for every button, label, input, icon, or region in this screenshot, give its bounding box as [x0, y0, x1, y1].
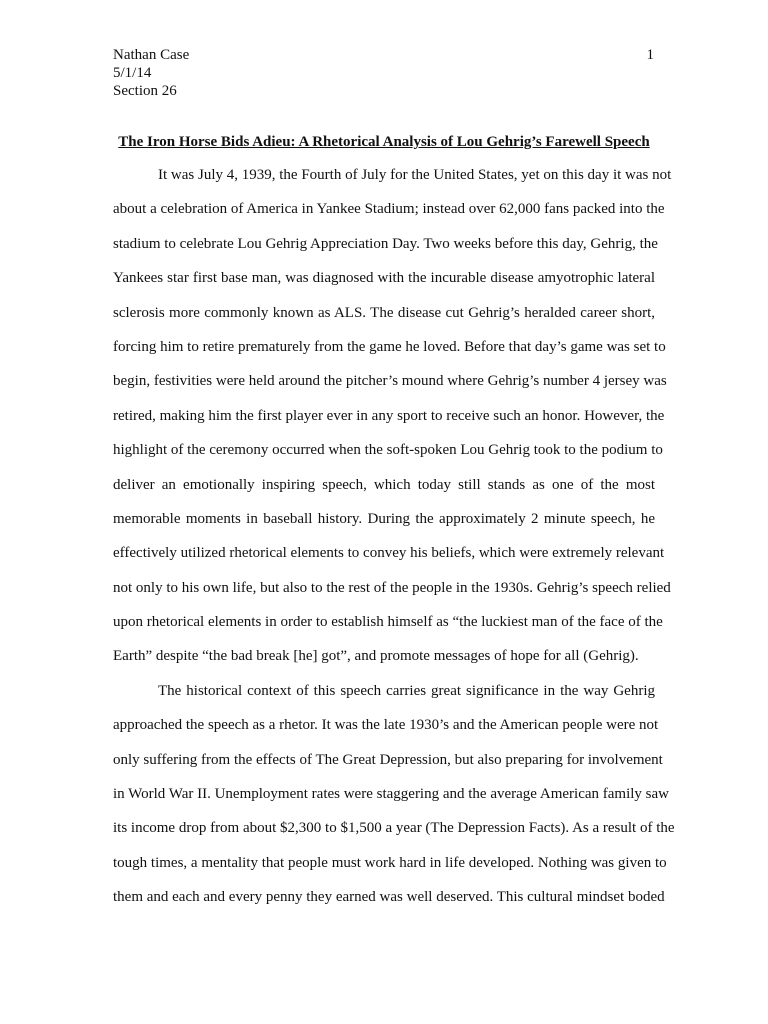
document-date: 5/1/14 [113, 65, 152, 81]
body-line: upon rhetorical elements in order to establish himself as “the luckiest man of the face of the [113, 614, 663, 631]
body-line: The historical context of this speech carries great significance in the way Gehrig [158, 682, 655, 699]
page-number: 1 [646, 47, 654, 63]
body-line: sclerosis more commonly known as ALS. The disease cut Gehrig’s heralded career short, [113, 304, 655, 321]
body-line: about a celebration of America in Yankee Stadium; instead over 62,000 fans packed into the [113, 201, 665, 218]
essay-title: The Iron Horse Bids Adieu: A Rhetorical Analysis of Lou Gehrig’s Farewell Speech [118, 134, 650, 150]
body-line: only suffering from the effects of The Great Depression, but also preparing for involvement [113, 751, 663, 768]
section-label: Section 26 [113, 83, 177, 99]
body-line: Yankees star first base man, was diagnosed with the incurable disease amyotrophic lateral [113, 270, 655, 287]
author-name: Nathan Case [113, 47, 190, 63]
body-line: highlight of the ceremony occurred when the soft-spoken Lou Gehrig took to the podium to [113, 442, 663, 459]
body-line: memorable moments in baseball history. During the approximately 2 minute speech, he [113, 510, 655, 527]
body-line: begin, festivities were held around the pitcher’s mound where Gehrig’s number 4 jersey was [113, 373, 667, 390]
document-header [113, 46, 189, 100]
essay-body [113, 165, 675, 922]
body-line: tough times, a mentality that people must work hard in life developed. Nothing was given to [113, 854, 667, 871]
body-line: its income drop from about $2,300 to $1,500 a year (The Depression Facts). As a result of the [113, 820, 675, 837]
body-line: stadium to celebrate Lou Gehrig Appreciation Day. Two weeks before this day, Gehrig, the [113, 235, 658, 252]
body-line: not only to his own life, but also to the rest of the people in the 1930s. Gehrig’s speech relied [113, 579, 671, 596]
body-line: It was July 4, 1939, the Fourth of July for the United States, yet on this day it was not [158, 167, 672, 183]
body-line: forcing him to retire prematurely from the game he loved. Before that day’s game was set to [113, 338, 666, 355]
body-line: Earth” despite “the bad break [he] got”, and promote messages of hope for all (Gehrig). [113, 648, 639, 665]
body-line: retired, making him the first player ever in any sport to receive such an honor. However, the [113, 407, 665, 424]
body-line: effectively utilized rhetorical elements to convey his beliefs, which were extremely relevant [113, 545, 665, 562]
body-line: deliver an emotionally inspiring speech, which today still stands as one of the most [113, 476, 655, 493]
body-line: them and each and every penny they earned was well deserved. This cultural mindset boded [113, 889, 665, 906]
body-line: in World War II. Unemployment rates were staggering and the average American family saw [113, 786, 670, 803]
body-line: approached the speech as a rhetor. It was the late 1930’s and the American people were not [113, 717, 659, 734]
